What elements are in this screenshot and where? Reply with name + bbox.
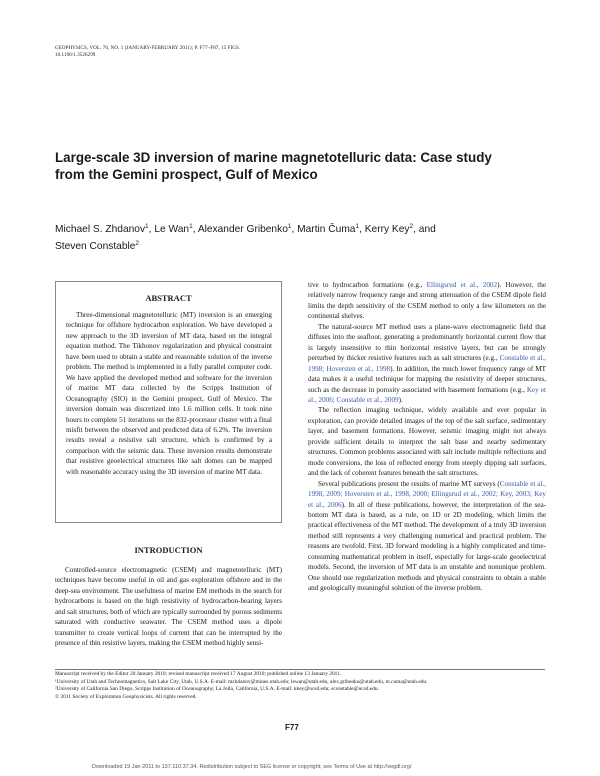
- introduction-body: [55, 565, 282, 649]
- paragraph-2: [308, 322, 546, 406]
- author-name: Le Wan: [154, 224, 190, 235]
- author-affiliation-mark: 2: [135, 240, 140, 247]
- abstract-heading: ABSTRACT: [145, 293, 192, 303]
- paragraph-3: The reflection imaging technique, widely available and ever popular in exploration, can provide detailed images of the top of the salt surface, sedimentary layer, and basement formations. However, seismic imaging might not always provide sufficient details to interpret the salt base and nearby sedimentary structures. Common problems associated with salt include multiple reflections and mode conversions, the loss of reflected energy from steeply dipping salt surfaces, and the lack of coherent features beneath the salt structures.: [308, 406, 546, 478]
- citation-link[interactable]: Constable et al., 1998; Hoversten et al., 1998: [308, 354, 546, 373]
- title-line-2: from the Gemini prospect, Gulf of Mexico: [55, 167, 318, 182]
- text: ).: [398, 395, 403, 404]
- abstract-body: [66, 310, 272, 477]
- footnote-divider: [55, 669, 545, 670]
- author-affiliation-mark: 2: [409, 223, 414, 230]
- title-line-1: Large-scale 3D inversion of marine magnetotelluric data: Case study: [55, 150, 492, 165]
- author-name: Alexander Gribenko: [197, 224, 288, 235]
- citation-link[interactable]: Key et al., 2006; Constable et al., 2009: [308, 385, 546, 404]
- text: tive to hydrocarbon formations (e.g.,: [308, 281, 427, 289]
- journal-citation: GEOPHYSICS, VOL. 76, NO. 1 (JANUARY-FEBRUARY 2011); P. F77–F87, 15 FIGS.: [55, 46, 241, 51]
- copyright: © 2011 Society of Exploration Geophysicists. All rights reserved.: [55, 693, 197, 700]
- page-number: F77: [285, 723, 299, 732]
- text: The natural-source MT method uses a plane-wave electromagnetic field that diffuses into the seafloor, generating a predominantly horizontal current flow that is largely insensitive to thin horizontal resistive layers, but can be strongly perturbed by thicker resistive features such as salt structures (e.g.,: [308, 322, 546, 363]
- text: ). In addition, the much lower frequency range of MT data makes it a useful technique for mapping the resistivity of deeper structures, such as the decrease in porosity associated with basement formations (e.g.,: [308, 364, 546, 394]
- doi: 10.1190/1.3526299: [55, 52, 96, 58]
- citation-link[interactable]: Ellingsrud et al., 2002: [426, 281, 498, 289]
- paragraph-4: [308, 479, 546, 594]
- author-name: Steven Constable: [55, 241, 136, 252]
- author-name: Martin Čuma: [297, 224, 356, 235]
- author-conjunction: and: [418, 224, 436, 235]
- author-affiliation-mark: 1: [287, 223, 292, 230]
- abstract-text: Three-dimensional magnetotelluric (MT) inversion is an emerging technique for offshore hydrocarbon exploration. We have developed a new approach to the 3D inversion of MT data, based on the integral equation method. The Tikhonov regularization and physical constraint have been used to obtain a stable and reasonable solution of the inverse problem. The method is implemented in a fully parallel computer code. We have applied the developed method and software for the inversion of marine MT data collected by the Scripps Institution of Oceanography (SIO) in the Gemini prospect, Gulf of Mexico. The inversion domain was discretized into 1.6 million cells. It took nine hours to complete 51 iterations on the 832-processor cluster with a final misfit between the observed and predicted data of 6.2%. The inversion results reveal a resistive salt structure, which is confirmed by a comparison with the seismic data. These inversion results demonstrate that resistive geoelectrical structures like salt domes can be mapped with reasonable accuracy using the 3D inversion of marine MT data.: [66, 311, 272, 476]
- affiliation-1: ¹University of Utah and Technomagnetics, Salt Lake City, Utah, U.S.A. E-mail: mzhdanov@mines.utah.edu; lewan@utah.edu, alex.gribenko@utah.edu, m.cuma@utah.edu.: [55, 678, 428, 685]
- paper-title: [55, 149, 535, 183]
- right-column: [308, 280, 546, 594]
- text: ). In all of these publications, however, the interpretation of the sea-bottom MT data is based, as a rule, on 1D or 2D modeling, which limits the practical effectiveness of the MT method. The development of a truly 3D inversion method still represents a very challenging numerical and practical problem. The reasons are twofold. First, 3D forward modeling is a highly complicated and time-consuming mathematical problem in itself, especially for large-scale geoelectrical models. Second, the inversion of MT data is an unstable and nonunique problem. One should use regularization methods and physical constraints to obtain a stable and geologically meaningful solution of the inverse problem.: [308, 500, 546, 593]
- author-name: Kerry Key: [364, 224, 410, 235]
- author-affiliation-mark: 1: [145, 223, 149, 230]
- author-affiliation-mark: 1: [355, 223, 360, 230]
- introduction-paragraph: Controlled-source electromagnetic (CSEM) and magnetotelluric (MT) techniques have become useful in oil and gas exploration offshore and in the deep-sea environment. The usefulness of marine EM methods in the search for hydrocarbons is based on the high resistivity of hydrocarbon-bearing layers and salt structures, both of which are typically surrounded by porous sediments saturated with conductive seawater. The CSEM method uses a dipole transmitter to create vertical loops of current that can be interrupted by the presence of thin resistive layers, making the CSEM method highly sensi-: [55, 566, 282, 648]
- citation-link[interactable]: Constable et al., 1998, 2009; Hoversten et al., 1998, 2000; Ellingsrud et al., 2002; Key, 2003; Key et al., 2006: [308, 479, 546, 509]
- text: ). However, the relatively narrow frequency range and strong attenuation of the CSEM dipole field limits the depth sensitivity of the CSEM method to only a few kilometers on the continental shelves.: [308, 281, 546, 321]
- journal-header: [55, 46, 240, 59]
- introduction-heading: INTRODUCTION: [134, 545, 203, 555]
- paragraph-1: [308, 280, 546, 322]
- received-note: Manuscript received by the Editor 20 January 2010; revised manuscript received 17 August 2010; published online 13 January 2011.: [55, 671, 342, 677]
- text: Several publications present the results of marine MT surveys (: [318, 479, 500, 488]
- author-list: Michael S. Zhdanov$^1$, Le Wan$^1$, Alexander Gribenko$^1$, Martin Čuma$^1$, Kerry Key$^2$, and Steven Constable$^2$: [55, 223, 436, 252]
- affiliation-2: ²University of California San Diego, Scripps Institution of Oceanography, La Jolla, California, U.S.A. E-mail: kkey@ucsd.edu; sconstable@ucsd.edu.: [55, 686, 379, 693]
- author-affiliation-mark: 1: [189, 223, 193, 230]
- download-notice: Downloaded 19 Jan 2011 to 137.110.37.34. Redistribution subject to SEG license or copyright; see Terms of Use at http://segdl.org/: [92, 764, 412, 770]
- author-name: Michael S. Zhdanov: [55, 224, 146, 235]
- footnotes: [55, 671, 555, 701]
